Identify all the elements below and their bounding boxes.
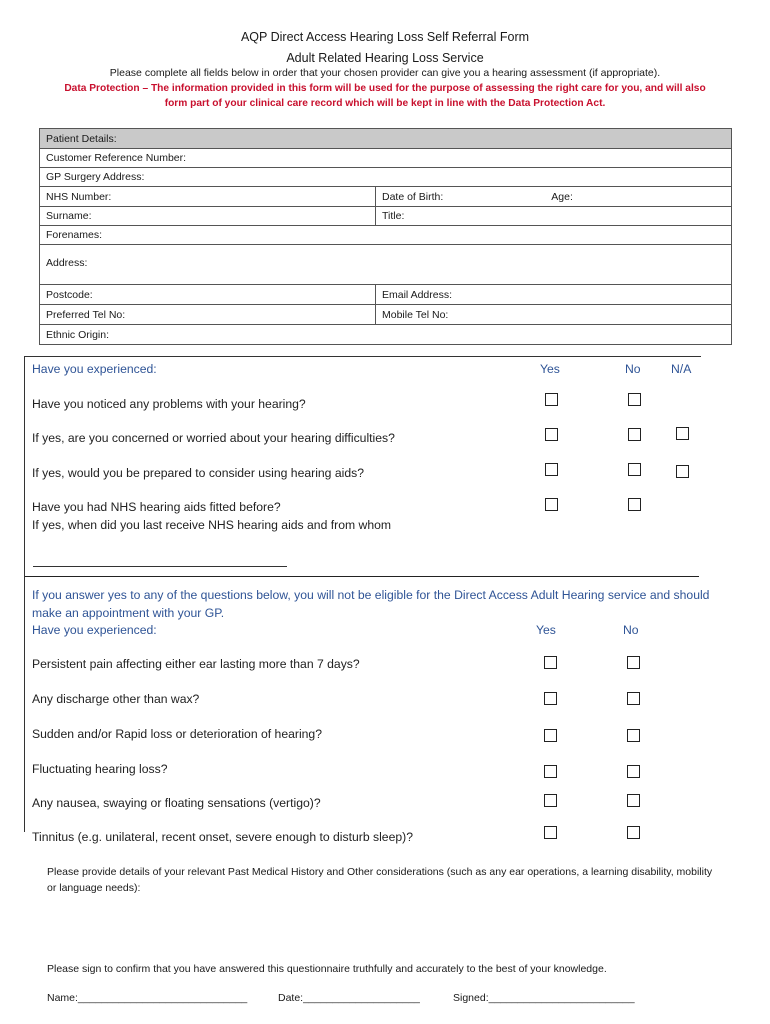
section1-heading: Have you experienced: — [32, 362, 157, 376]
checkbox-no[interactable] — [627, 656, 640, 669]
patient-details-table — [39, 128, 732, 345]
nhs-number-label: NHS Number: — [46, 190, 112, 203]
question-tinnitus: Tinnitus (e.g. unilateral, recent onset, severe enough to disturb sleep)? — [32, 830, 413, 844]
customer-ref-field[interactable] — [40, 149, 731, 168]
intro-text: Please complete all fields below in order that your chosen provider can give you a hearing assessment (if appropriate). — [109, 67, 661, 79]
col-yes-header: Yes — [540, 362, 560, 376]
questionnaire-section — [24, 356, 710, 844]
checkbox-yes[interactable] — [544, 692, 557, 705]
forenames-field[interactable] — [40, 226, 731, 245]
email-label: Email Address: — [382, 288, 453, 301]
question-nhs-aids-before: Have you had NHS hearing aids fitted before? — [32, 500, 281, 514]
customer-ref-label: Customer Reference Number: — [46, 152, 187, 164]
patient-details-header — [40, 129, 731, 149]
checkbox-no[interactable] — [627, 692, 640, 705]
question-persistent-pain: Persistent pain affecting either ear lasting more than 7 days? — [32, 657, 360, 671]
address-label: Address: — [46, 257, 88, 269]
question-vertigo: Any nausea, swaying or floating sensations (vertigo)? — [32, 796, 321, 810]
checkbox-no[interactable] — [628, 463, 641, 476]
checkbox-yes[interactable] — [545, 463, 558, 476]
email-field[interactable] — [376, 285, 731, 304]
checkbox-no[interactable] — [627, 765, 640, 778]
postcode-field[interactable] — [40, 285, 376, 304]
form-title: AQP Direct Access Hearing Loss Self Referral Form — [240, 30, 530, 44]
gp-address-field[interactable] — [40, 168, 731, 187]
medical-history-prompt: Please provide details of your relevant Past Medical History and Other considerations (such as any ear operations, a learning disability, mobility or language needs): — [47, 866, 713, 894]
age-label: Age: — [551, 190, 573, 203]
checkbox-no[interactable] — [627, 794, 640, 807]
checkbox-na[interactable] — [676, 427, 689, 440]
forenames-label: Forenames: — [46, 229, 103, 241]
section2-heading: Have you experienced: — [32, 623, 157, 637]
eligibility-warning: If you answer yes to any of the questions below, you will not be eligible for the Direct Access Adult Hearing service and should make an appointment with your GP. — [32, 588, 710, 620]
ethnic-origin-field[interactable] — [40, 325, 731, 344]
checkbox-no[interactable] — [628, 428, 641, 441]
patient-details-heading: Patient Details: — [46, 132, 117, 145]
checkbox-yes[interactable] — [544, 656, 557, 669]
sign-prompt: Please sign to confirm that you have answered this questionnaire truthfully and accurately to the best of your knowledge. — [47, 963, 607, 975]
preferred-tel-field[interactable] — [40, 305, 376, 324]
col-no-header: No — [625, 362, 641, 376]
question-nhs-aids-when: If yes, when did you last receive NHS hearing aids and from whom — [32, 518, 392, 532]
checkbox-no[interactable] — [627, 826, 640, 839]
checkbox-no[interactable] — [627, 729, 640, 742]
question-fluctuating: Fluctuating hearing loss? — [32, 762, 168, 776]
checkbox-yes[interactable] — [545, 393, 558, 406]
checkbox-yes[interactable] — [544, 794, 557, 807]
question-discharge: Any discharge other than wax? — [32, 692, 200, 706]
nhs-aids-details-line[interactable] — [33, 566, 287, 567]
question-concerned: If yes, are you concerned or worried about your hearing difficulties? — [32, 431, 395, 445]
checkbox-no[interactable] — [628, 498, 641, 511]
section-divider — [25, 576, 699, 577]
checkbox-yes[interactable] — [545, 498, 558, 511]
dob-label: Date of Birth: — [382, 190, 444, 203]
section-top-border — [25, 356, 701, 357]
title-field[interactable] — [376, 207, 731, 225]
surname-label: Surname: — [46, 210, 92, 222]
postcode-label: Postcode: — [46, 288, 93, 301]
checkbox-no[interactable] — [628, 393, 641, 406]
signed-field[interactable]: Signed:_________________________ — [453, 992, 635, 1004]
dob-field[interactable] — [376, 187, 731, 206]
col-no-header: No — [623, 623, 639, 637]
surname-field[interactable] — [40, 207, 376, 225]
question-hearing-aids: If yes, would you be prepared to consider using hearing aids? — [32, 466, 364, 480]
ethnic-origin-label: Ethnic Origin: — [46, 328, 110, 341]
mobile-tel-label: Mobile Tel No: — [382, 308, 449, 321]
gp-address-label: GP Surgery Address: — [46, 171, 145, 183]
col-yes-header: Yes — [536, 623, 556, 637]
date-field[interactable]: Date:____________________ — [278, 992, 420, 1004]
name-field[interactable]: Name:_____________________________ — [47, 992, 248, 1004]
question-sudden-loss: Sudden and/or Rapid loss or deterioration of hearing? — [32, 727, 322, 741]
question-hearing-problems: Have you noticed any problems with your hearing? — [32, 397, 306, 411]
address-field[interactable] — [40, 245, 731, 285]
checkbox-yes[interactable] — [545, 428, 558, 441]
preferred-tel-label: Preferred Tel No: — [46, 308, 126, 321]
mobile-tel-field[interactable] — [376, 305, 731, 324]
checkbox-na[interactable] — [676, 465, 689, 478]
col-na-header: N/A — [671, 362, 692, 376]
form-subtitle: Adult Related Hearing Loss Service — [286, 51, 484, 65]
nhs-number-field[interactable] — [40, 187, 376, 206]
checkbox-yes[interactable] — [544, 765, 557, 778]
checkbox-yes[interactable] — [544, 826, 557, 839]
title-label: Title: — [382, 210, 405, 222]
data-protection-notice: Data Protection – The information provided in this form will be used for the purpose of assessing the right care for you, and will also form part of your clinical care record which will be kept in line with the Data Protection Act. — [64, 83, 706, 109]
checkbox-yes[interactable] — [544, 729, 557, 742]
